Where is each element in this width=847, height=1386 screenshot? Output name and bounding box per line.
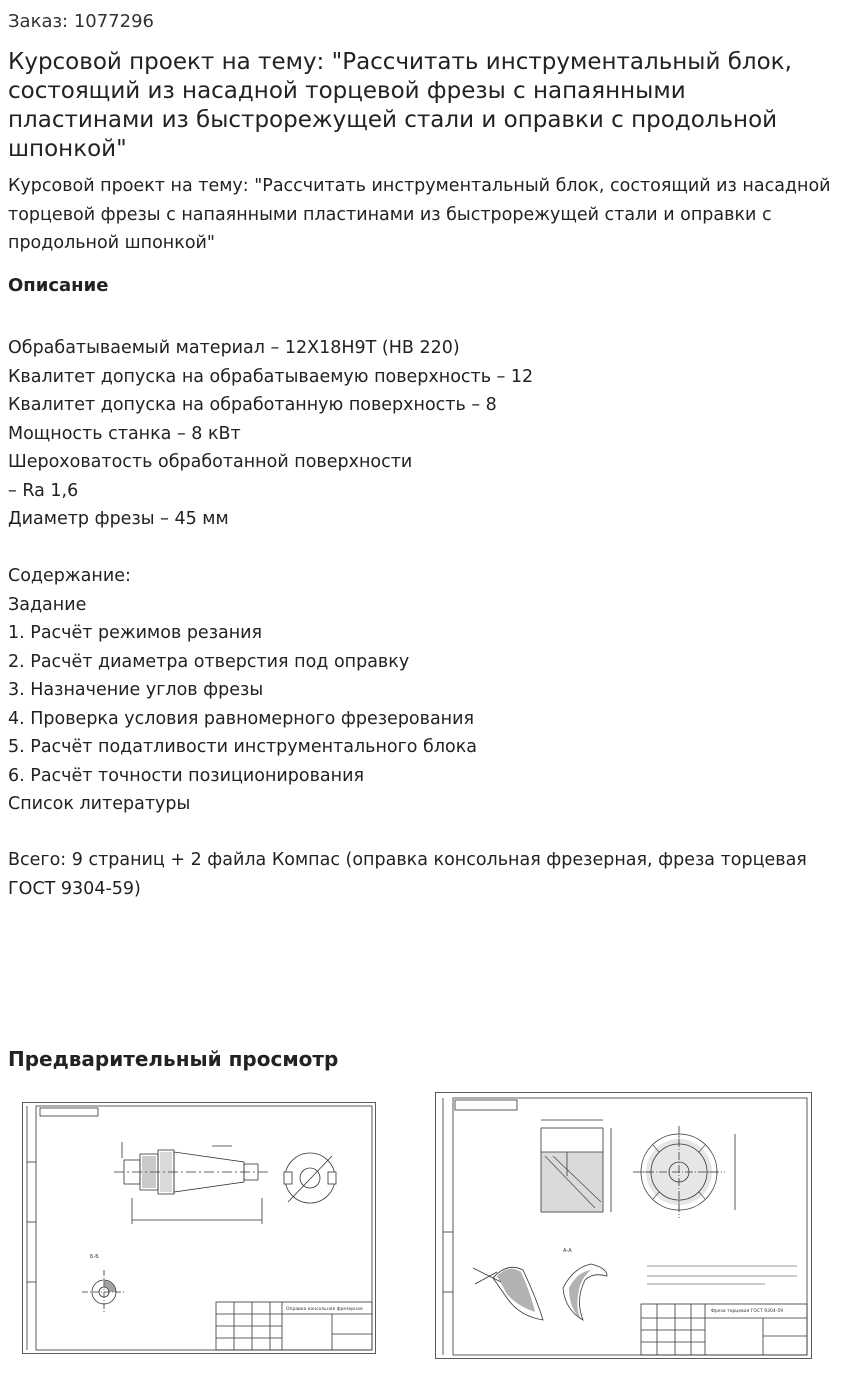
description-line: – Ra 1,6 xyxy=(8,480,79,501)
contents-heading: Содержание: xyxy=(8,566,131,586)
contents-item: Список литературы xyxy=(8,794,191,814)
description-line: Мощность станка – 8 кВт xyxy=(8,423,241,444)
description-line: Обрабатываемый материал – 12Х18Н9Т (НВ 220) xyxy=(8,338,460,358)
arbor-drawing-svg xyxy=(22,1102,376,1354)
description-line: Диаметр фрезы – 45 мм xyxy=(8,509,229,529)
contents-item: 6. Расчёт точности позиционирования xyxy=(8,765,364,786)
contents-item: 4. Проверка условия равномерного фрезерования xyxy=(8,708,475,729)
description-body xyxy=(8,334,840,819)
description-line xyxy=(8,534,840,563)
contents-item: 5. Расчёт податливости инструментального блока xyxy=(8,737,478,757)
preview-drawing-arbor[interactable] xyxy=(22,1102,376,1354)
page-subtitle: Курсовой проект на тему: "Рассчитать инструментальный блок, состоящий из насадной торцевой фрезы с напаянными пластинами из быстрорежущей стали и оправки с продольной шпонкой" xyxy=(8,176,831,253)
preview-heading: Предварительный просмотр xyxy=(8,1047,339,1071)
total-summary: Всего: 9 страниц + 2 файла Компас (оправка консольная фрезерная, фреза торцевая ГОСТ 9304-59) xyxy=(8,850,807,899)
description-line: Квалитет допуска на обработанную поверхность – 8 xyxy=(8,395,497,415)
contents-item: 2. Расчёт диаметра отверстия под оправку xyxy=(8,651,410,672)
face-mill-drawing-svg xyxy=(435,1092,812,1359)
face-mill-section-label: А-А xyxy=(563,1248,572,1254)
description-line: Шероховатость обработанной поверхности xyxy=(8,452,413,472)
arbor-section-label: Б-Б xyxy=(90,1254,99,1260)
page-title: Курсовой проект на тему: "Рассчитать инструментальный блок, состоящий из насадной торцевой фрезы с напаянными пластинами из быстрорежущей стали и оправки с продольной шпонкой" xyxy=(8,49,792,162)
order-number: Заказ: 1077296 xyxy=(8,11,154,32)
preview-drawing-face-mill[interactable] xyxy=(435,1092,812,1359)
contents-item: 1. Расчёт режимов резания xyxy=(8,623,263,643)
face-mill-stamp-caption: Фреза торцевая ГОСТ 9304-59 xyxy=(711,1309,784,1314)
description-heading: Описание xyxy=(8,275,109,296)
arbor-stamp-caption: Оправка консольная фрезерная xyxy=(286,1307,363,1312)
contents-item: 3. Назначение углов фрезы xyxy=(8,680,264,700)
contents-item: Задание xyxy=(8,594,87,615)
description-line: Квалитет допуска на обрабатываемую поверхность – 12 xyxy=(8,366,534,387)
